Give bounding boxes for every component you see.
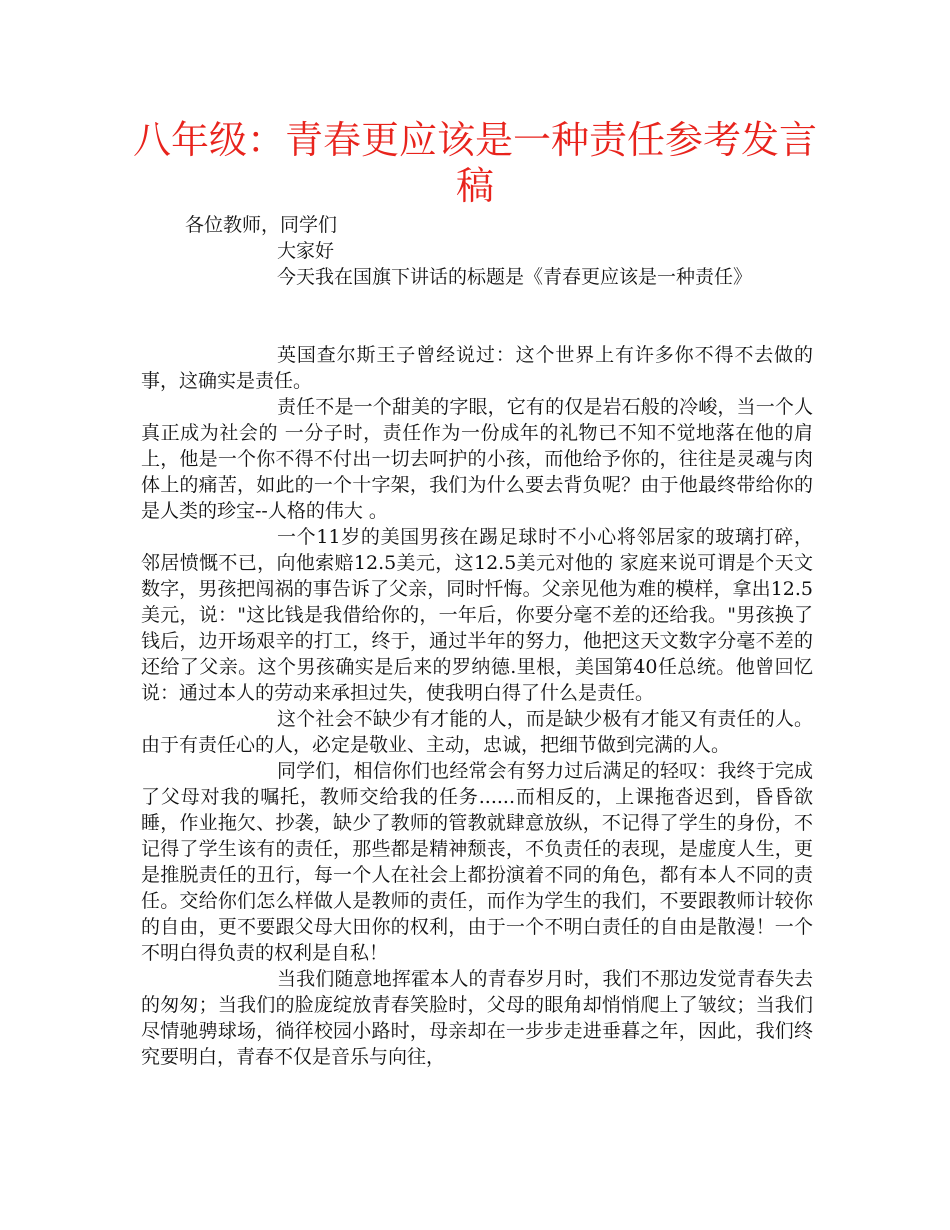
document-body [141, 212, 813, 1070]
paragraph: 一个11岁的美国男孩在踢足球时不小心将邻居家的玻璃打碎，邻居愤慨不已，向他索赔12.5美元，这12.5美元对他的 家庭来说可谓是个天文数字，男孩把闯祸的事告诉了父亲，同时忏悔。父亲见他为难的模样，拿出12.5美元，说："这比钱是我借给你的，一年后，你要分毫不差的还给我。"男孩换了钱后，边开场艰辛的打工，终于，通过半年的努力，他把这天文数字分毫不差的还给了父亲。这个男孩确实是后来的罗纳德.里根，美国第40任总统。他曾回忆说：通过本人的劳动来承担过失，使我明白得了什么是责任。 [141, 526, 813, 704]
paragraph-gap [141, 290, 813, 342]
greeting-line: 各位教师，同学们 [185, 214, 338, 236]
paragraph: 今天我在国旗下讲话的标题是《青春更应该是一种责任》 [277, 266, 753, 288]
paragraph: 这个社会不缺少有才能的人，而是缺少极有才能又有责任的人。由于有责任心的人，必定是敬业、主动，忠诚，把细节做到完满的人。 [141, 708, 813, 756]
hello-line: 大家好 [277, 240, 335, 262]
paragraph: 当我们随意地挥霍本人的青春岁月时，我们不那边发觉青春失去的匆匆；当我们的脸庞绽放青春笑脸时，父母的眼角却悄悄爬上了皱纹；当我们尽情驰骋球场，徜徉校园小路时，母亲却在一步步走进垂暮之年，因此，我们终究要明白，青春不仅是音乐与向往， [141, 968, 813, 1068]
document-title: 八年级：青春更应该是一种责任参考发言稿 [132, 118, 817, 208]
paragraph: 责任不是一个甜美的字眼，它有的仅是岩石般的冷峻，当一个人真正成为社会的 一分子时，责任作为一份成年的礼物已不知不觉地落在他的肩上，他是一个你不得不付出一切去呵护的小孩，而他给予你的，往往是灵魂与肉体上的痛苦，如此的一个十字架，我们为什么要去背负呢？由于他最终带给你的是人类的珍宝--人格的伟大 。 [141, 396, 813, 522]
paragraph: 同学们，相信你们也经常会有努力过后满足的轻叹：我终于完成了父母对我的嘱托，教师交给我的任务......而相反的，上课拖沓迟到，昏昏欲睡，作业拖欠、抄袭，缺少了教师的管教就肆意放纵，不记得了学生的身份，不记得了学生该有的责任，那些都是精神颓丧，不负责任的表现，是虚度人生，更是推脱责任的丑行，每一个人在社会上都扮演着不同的角色，都有本人不同的责任。交给你们怎么样做人是教师的责任，而作为学生的我们，不要跟教师计较你的自由，更不要跟父母大田你的权利，由于一个不明白责任的自由是散漫！一个不明白得负责的权利是自私！ [141, 760, 813, 964]
paragraph: 英国查尔斯王子曾经说过：这个世界上有许多你不得不去做的事，这确实是责任。 [141, 344, 813, 392]
